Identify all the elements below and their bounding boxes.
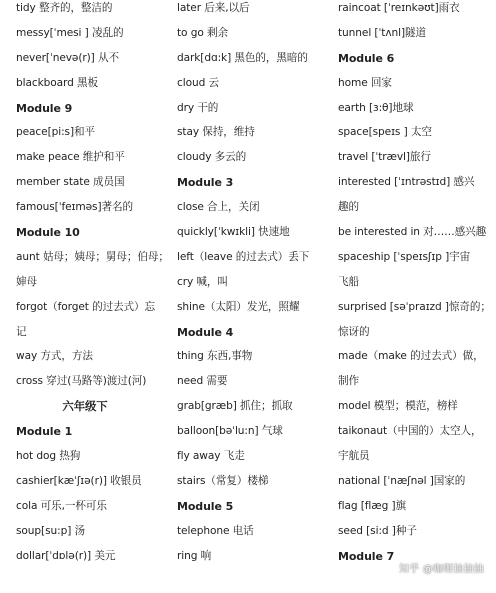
vocab-entry: telephone 电话 [177,524,254,537]
vocab-column-2 [177,0,333,572]
vocab-entry: 记 [16,325,27,338]
vocab-entry: 飞船 [338,275,359,288]
vocab-entry: cola 可乐,一杯可乐 [16,499,107,512]
vocab-entry: 惊讶的 [338,325,370,338]
vocab-entry: member state 成员国 [16,176,125,189]
vocab-entry: peace[pi:s]和平 [16,126,95,139]
vocab-entry: famous[ˈfeɪməs]著名的 [16,201,133,214]
vocab-entry: hot dog 热狗 [16,450,81,463]
vocab-entry: grab[græb] 抓住；抓取 [177,400,293,413]
module-heading: Module 7 [338,549,395,563]
vocab-entry: fly away 飞走 [177,450,245,463]
vocab-entry: space[speɪs ] 太空 [338,126,432,139]
vocab-entry: way 方式，方法 [16,350,93,363]
vocab-entry: dark[dɑ:k] 黑色的，黑暗的 [177,51,308,64]
vocab-entry: stay 保持，维持 [177,126,255,139]
vocab-entry: ring 响 [177,549,212,562]
vocab-entry: aunt 姑母；姨母；舅母；伯母； [16,250,169,263]
vocab-entry: be interested in 对……感兴趣 [338,226,487,239]
vocab-entry: need 需要 [177,375,228,388]
vocab-entry: forgot（forget 的过去式）忘 [16,300,156,313]
vocab-entry: left（leave 的过去式）丢下 [177,250,310,263]
vocab-entry: tidy 整齐的，整洁的 [16,2,113,14]
vocab-entry: cry 喊，叫 [177,275,228,288]
module-heading: Module 9 [16,101,73,115]
vocab-entry: dollar[ˈdɒlə(r)] 美元 [16,549,116,562]
vocab-entry: tunnel [ˈtʌnl]隧道 [338,26,426,39]
module-heading: Module 10 [16,226,80,240]
grade-heading: 六年级下 [62,399,108,414]
vocab-entry: quickly[ˈkwɪkli] 快速地 [177,226,290,239]
vocab-entry: 宇航员 [338,450,370,463]
vocab-entry: surprised [səˈpraɪzd ]惊奇的； [338,300,491,313]
vocab-entry: interested [ˈɪntrəstɪd] 感兴 [338,176,475,189]
module-heading: Module 4 [177,325,234,339]
vocab-entry: shine（太阳）发光，照耀 [177,300,300,313]
vocab-entry: never[ˈnevə(r)] 从不 [16,51,119,64]
vocab-column-1 [16,0,172,572]
vocab-entry: travel [ˈtrævl]旅行 [338,151,431,164]
module-heading: Module 1 [16,425,73,439]
module-heading: Module 5 [177,499,234,513]
vocab-entry: made（make 的过去式）做， [338,350,484,363]
vocab-entry: 趣的 [338,201,359,214]
vocab-entry: flag [flæg ]旗 [338,499,406,512]
vocab-entry: close 合上，关闭 [177,201,260,214]
vocab-entry: model 模型；模范，榜样 [338,400,458,413]
vocab-entry: stairs（常复）楼梯 [177,474,269,487]
vocab-entry: cashier[kæˈʃɪə(r)] 收银员 [16,474,142,487]
vocab-entry: thing 东西,事物 [177,350,253,363]
vocab-entry: 婶母 [16,275,37,288]
vocab-entry: blackboard 黑板 [16,76,98,89]
vocab-entry: messy[ˈmesi ] 凌乱的 [16,26,124,39]
vocab-entry: 制作 [338,375,359,388]
vocab-entry: soup[su:p] 汤 [16,524,85,537]
module-heading: Module 3 [177,176,234,190]
vocab-entry: balloon[bəˈlu:n] 气球 [177,425,283,438]
vocab-column-3 [338,0,492,572]
vocab-entry: home 回家 [338,76,392,89]
vocab-entry: spaceship [ˈspeɪsʃɪp ]宇宙 [338,250,471,263]
vocab-entry: taikonaut（中国的）太空人， [338,425,482,438]
watermark: 知乎 @咖喱抽抽抽 [399,564,484,575]
vocab-entry: national [ˈnæʃnəl ]国家的 [338,474,466,487]
module-heading: Module 6 [338,51,395,65]
vocab-entry: cross 穿过(马路等)渡过(河) [16,375,147,388]
vocab-entry: dry 干的 [177,101,219,114]
vocab-entry: make peace 维护和平 [16,151,125,164]
vocab-entry: later 后来,以后 [177,2,250,14]
vocab-entry: earth [ɜ:θ]地球 [338,101,414,114]
vocab-entry: to go 剩余 [177,26,228,39]
vocab-entry: raincoat [ˈreɪnkəʊt]雨衣 [338,2,460,14]
vocab-entry: cloud 云 [177,76,219,89]
vocab-entry: seed [si:d ]种子 [338,524,417,537]
vocab-entry: cloudy 多云的 [177,151,247,164]
